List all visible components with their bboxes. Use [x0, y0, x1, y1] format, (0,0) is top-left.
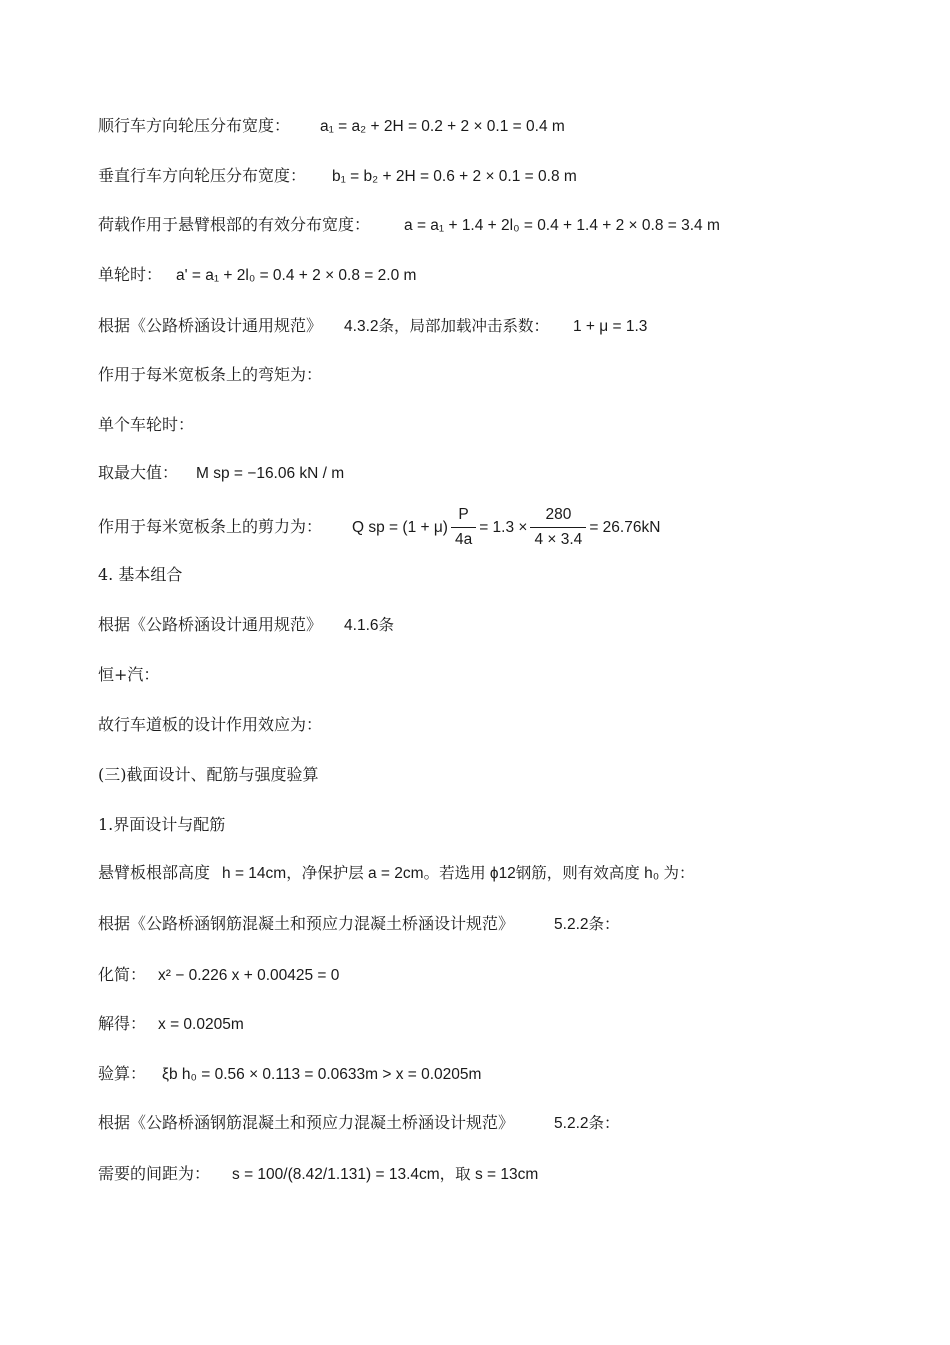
line-label: 根据《公路桥涵设计通用规范》	[98, 615, 323, 634]
formula: 1 + μ = 1.3	[573, 318, 648, 335]
formula: a = a₁ + 1.4 + 2l₀ = 0.4 + 1.4 + 2 × 0.8 = 3.4 m	[404, 217, 720, 234]
line-3	[98, 214, 720, 237]
line-13	[98, 714, 322, 736]
clause: 5.2.2条：	[554, 1115, 620, 1132]
line-label: 验算：	[98, 1064, 147, 1083]
line-label: 单轮时：	[98, 265, 163, 284]
formula: a₁ = a₂ + 2H = 0.2 + 2 × 0.1 = 0.4 m	[320, 118, 565, 135]
line-17	[98, 913, 620, 936]
line-11	[98, 614, 394, 637]
line-label: 根据《公路桥涵钢筋混凝土和预应力混凝土桥涵设计规范》	[98, 1113, 515, 1132]
numerator: 280	[530, 503, 586, 528]
line-label: 解得：	[98, 1014, 147, 1033]
line-16	[98, 862, 694, 885]
line-20	[98, 1063, 481, 1086]
formula: ξb h₀ = 0.56 × 0.113 = 0.0633m > x = 0.0205m	[162, 1066, 482, 1083]
line-label: 作用于每米宽板条上的弯矩为：	[98, 365, 323, 384]
line-label: 化简：	[98, 965, 147, 984]
line-label: 荷载作用于悬臂根部的有效分布宽度：	[98, 215, 371, 234]
fraction-p-over-4a	[451, 503, 476, 552]
line-12	[98, 664, 159, 686]
line-15	[98, 814, 225, 836]
line-label: 故行车道板的设计作用效应为：	[98, 715, 323, 734]
line-label: 作用于每米宽板条上的剪力为：	[98, 517, 323, 536]
line-2	[98, 165, 577, 188]
formula-right: = 26.76kN	[589, 519, 661, 536]
denominator: 4a	[454, 531, 473, 548]
line-label: 顺行车方向轮压分布宽度：	[98, 116, 291, 135]
line-7	[98, 414, 194, 436]
line-9	[98, 503, 660, 552]
line-19	[98, 1013, 244, 1036]
formula: b₁ = b₂ + 2H = 0.6 + 2 × 0.1 = 0.8 m	[332, 168, 577, 185]
clause: 5.2.2条：	[554, 916, 620, 933]
formula: M sp = −16.06 kN / m	[196, 465, 345, 482]
line-22	[98, 1163, 538, 1186]
line-label: 垂直行车方向轮压分布宽度：	[98, 166, 307, 185]
line-label: 取最大值：	[98, 463, 179, 482]
line-label: 恒+汽：	[98, 665, 160, 684]
line-label: 单个车轮时：	[98, 415, 195, 434]
line-8	[98, 462, 344, 485]
formula: a' = a₁ + 2l₀ = 0.4 + 2 × 0.8 = 2.0 m	[176, 267, 417, 284]
line-1	[98, 115, 565, 138]
section-heading: 1.界面设计与配筋	[98, 815, 226, 834]
line-label: 根据《公路桥涵设计通用规范》	[98, 316, 323, 335]
formula: x = 0.0205m	[158, 1016, 244, 1033]
denominator: 4 × 3.4	[534, 531, 583, 548]
line-6	[98, 364, 322, 386]
formula-left: Q sp = (1 + μ)	[352, 519, 448, 536]
formula: s = 100/(8.42/1.131) = 13.4cm，取 s = 13cm	[232, 1166, 539, 1183]
section-heading: (三)截面设计、配筋与强度验算	[98, 765, 319, 784]
line-10	[98, 564, 182, 586]
line-label: 需要的间距为：	[98, 1164, 211, 1183]
line-18	[98, 964, 339, 987]
fraction-280	[530, 503, 586, 552]
numerator: P	[451, 503, 476, 528]
formula: h = 14cm，净保护层 a = 2cm。若选用 ϕ12钢筋，则有效高度 h₀ 为：	[222, 865, 695, 882]
clause: 4.3.2条，局部加载冲击系数：	[344, 318, 549, 335]
formula-mid: = 1.3 ×	[479, 519, 528, 536]
section-heading: 4. 基本组合	[98, 565, 183, 584]
line-21	[98, 1112, 620, 1135]
formula: x² − 0.226 x + 0.00425 = 0	[158, 967, 340, 984]
line-label: 悬臂板根部高度	[98, 863, 211, 882]
clause: 4.1.6条	[344, 617, 394, 634]
line-label: 根据《公路桥涵钢筋混凝土和预应力混凝土桥涵设计规范》	[98, 914, 515, 933]
line-4	[98, 264, 416, 287]
line-14	[98, 764, 319, 786]
line-5	[98, 315, 647, 338]
